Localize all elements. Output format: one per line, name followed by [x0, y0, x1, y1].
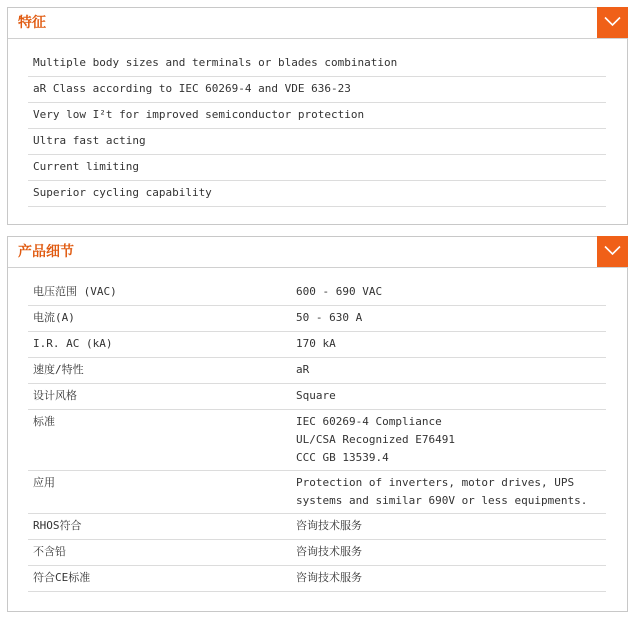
spec-label: 应用	[33, 476, 55, 489]
spec-row	[28, 332, 606, 358]
spec-value-line: aR	[296, 363, 310, 376]
spec-value-line: IEC 60269-4 Compliance	[296, 415, 442, 428]
spec-label: 电流(A)	[33, 311, 75, 324]
spec-value-line: UL/CSA Recognized E76491	[296, 433, 455, 446]
spec-label: 符合CE标准	[33, 571, 91, 584]
spec-table	[28, 280, 606, 592]
spec-value-line: Square	[296, 389, 336, 402]
spec-value	[296, 332, 606, 357]
spec-row	[28, 358, 606, 384]
features-list	[28, 51, 606, 207]
spec-value	[296, 358, 606, 383]
spec-value-line: CCC GB 13539.4	[296, 451, 389, 464]
spec-row	[28, 540, 606, 566]
spec-row	[28, 384, 606, 410]
spec-value-line: 170 kA	[296, 337, 336, 350]
spec-label: I.R. AC (kA)	[33, 337, 113, 350]
spec-value	[296, 540, 606, 565]
product-details-panel	[7, 236, 628, 612]
spec-label: 不含铅	[33, 545, 66, 558]
spec-label: 速度/特性	[33, 363, 84, 376]
spec-value-line: 咨询技术服务	[296, 571, 362, 584]
feature-item: aR Class according to IEC 60269-4 and VDE 636-23	[28, 77, 606, 103]
feature-item: Superior cycling capability	[28, 181, 606, 207]
spec-row	[28, 514, 606, 540]
spec-value	[296, 410, 606, 470]
details-toggle-button[interactable]	[597, 236, 628, 267]
feature-item: Multiple body sizes and terminals or blades combination	[28, 51, 606, 77]
spec-value	[296, 471, 606, 513]
details-title: 产品细节	[18, 244, 74, 260]
spec-value	[296, 514, 606, 539]
spec-value-line: Protection of inverters, motor drives, UPS	[296, 476, 575, 489]
features-title: 特征	[18, 15, 46, 31]
details-header	[8, 237, 627, 268]
spec-label: RHOS符合	[33, 519, 82, 532]
spec-value	[296, 566, 606, 591]
spec-row	[28, 410, 606, 471]
spec-label: 标准	[33, 415, 55, 428]
spec-value-line: 50 - 630 A	[296, 311, 363, 324]
spec-value-line: 咨询技术服务	[296, 519, 362, 532]
spec-value	[296, 306, 606, 331]
features-panel	[7, 7, 628, 225]
spec-value	[296, 280, 606, 305]
chevron-down-icon	[604, 245, 621, 256]
spec-value	[296, 384, 606, 409]
spec-value-line: systems and similar 690V or less equipments.	[296, 494, 588, 507]
spec-row	[28, 566, 606, 592]
spec-label: 电压范围 (VAC)	[33, 285, 117, 298]
chevron-down-icon	[604, 16, 621, 27]
features-header	[8, 8, 627, 39]
feature-item: Ultra fast acting	[28, 129, 606, 155]
spec-row	[28, 280, 606, 306]
features-toggle-button[interactable]	[597, 7, 628, 38]
spec-row	[28, 471, 606, 514]
spec-value-line: 600 - 690 VAC	[296, 285, 383, 298]
feature-item: Very low I²t for improved semiconductor protection	[28, 103, 606, 129]
spec-value-line: 咨询技术服务	[296, 545, 362, 558]
spec-label: 设计风格	[33, 389, 77, 402]
spec-row	[28, 306, 606, 332]
feature-item: Current limiting	[28, 155, 606, 181]
